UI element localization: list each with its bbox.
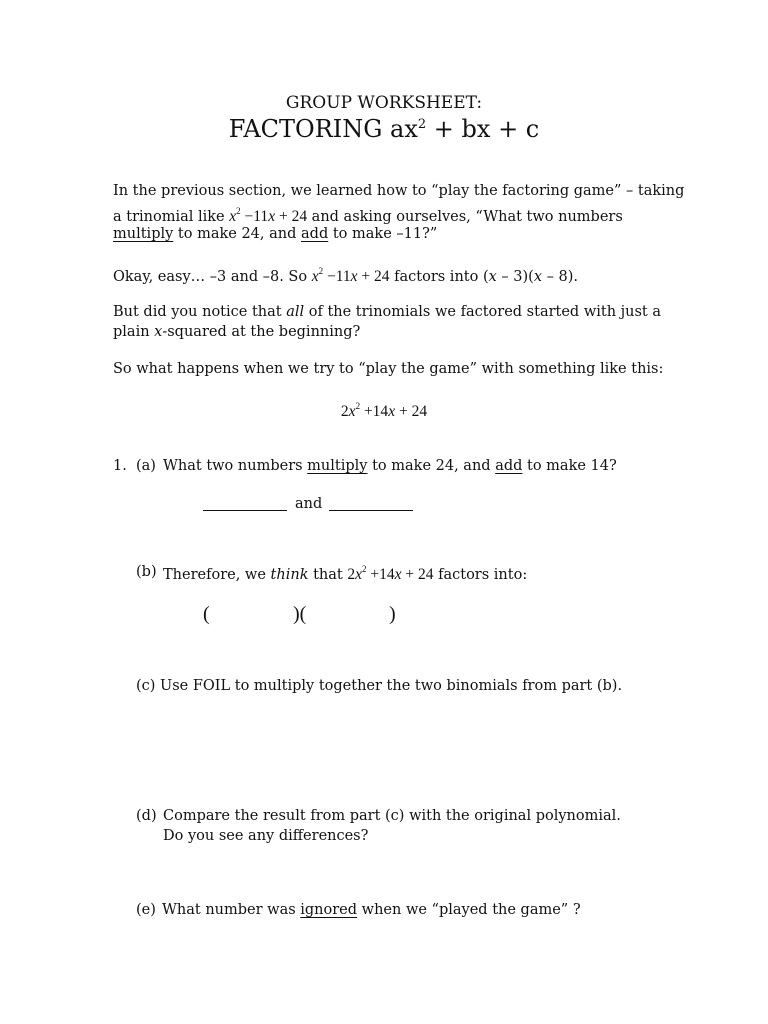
intro-line-2: a trinomial like $x^2 -11x + 24$ and asking ourselves, “What two numbers <box>113 206 623 225</box>
trinomial-expression: $x^2 -11x + 24$ <box>229 206 308 225</box>
binomial-paren-close: ) <box>389 603 396 625</box>
part-d-label: (d) <box>136 808 157 824</box>
part-d-line-2: Do you see any differences? <box>163 828 369 844</box>
binomial-paren-middle: )( <box>293 603 307 625</box>
and-label: and <box>295 496 323 512</box>
display-expression: $2x^2 +14x + 24$ <box>340 401 428 420</box>
part-a-label: (a) <box>136 458 156 474</box>
intro-line-3: multiply to make 24, and add to make –11?” <box>113 226 438 242</box>
part-c-text: Use FOIL to multiply together the two binomials from part (b). <box>160 678 623 694</box>
intro-line-1: In the previous section, we learned how to “play the factoring game” – taking <box>113 183 685 199</box>
intro-line-5: But did you notice that all of the trinomials we factored started with just a <box>113 304 661 320</box>
question-number: 1. <box>113 458 127 474</box>
part-e-text: What number was ignored when we “played the game” ? <box>162 902 581 918</box>
part-e-label: (e) <box>136 902 156 918</box>
intro-line-4: Okay, easy… –3 and –8. So $x^2 -11x + 24$ factors into (x – 3)(x – 8). <box>113 266 578 285</box>
binomial-paren-open: ( <box>203 603 210 625</box>
part-d-line-1: Compare the result from part (c) with the original polynomial. <box>163 808 621 824</box>
intro-line-7: So what happens when we try to “play the game” with something like this: <box>113 361 664 377</box>
part-a-text: What two numbers multiply to make 24, and add to make 14? <box>163 458 617 474</box>
answer-blank-1[interactable] <box>203 496 287 511</box>
part-c-label: (c) <box>136 678 156 694</box>
trinomial-expression-2: $x^2 -11x + 24$ <box>311 266 390 285</box>
worksheet-title: FACTORING $ax^2$ + bx + c <box>228 115 540 143</box>
part-b-text: Therefore, we think that $2x^2 +14x + 24$ factors into: <box>163 564 528 583</box>
worksheet-subtitle: GROUP WORKSHEET: <box>285 93 483 113</box>
answer-blank-2[interactable] <box>329 496 413 511</box>
part-b-label: (b) <box>136 564 157 580</box>
intro-line-6: plain x-squared at the beginning? <box>113 324 361 340</box>
